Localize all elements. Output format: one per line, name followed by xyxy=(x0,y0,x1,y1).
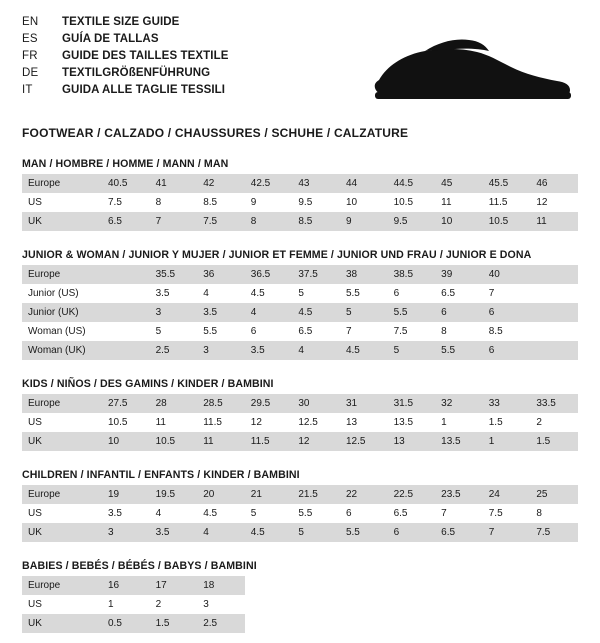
table-cell: 6.5 xyxy=(292,322,340,341)
table-cell: 31.5 xyxy=(388,394,436,413)
table-cell: 11.5 xyxy=(483,193,531,212)
size-table-children xyxy=(22,485,578,542)
table-cell-empty xyxy=(245,576,293,595)
row-label: Europe xyxy=(22,174,102,193)
table-cell: 10 xyxy=(435,212,483,231)
table-cell: 5 xyxy=(340,303,388,322)
table-cell: 40.5 xyxy=(102,174,150,193)
language-code: EN xyxy=(22,16,39,28)
table-cell: 4.5 xyxy=(245,523,293,542)
table-cell: 6.5 xyxy=(388,504,436,523)
table-cell: 7.5 xyxy=(483,504,531,523)
table-row xyxy=(22,394,578,413)
table-cell: 13.5 xyxy=(388,413,436,432)
table-cell: 21.5 xyxy=(292,485,340,504)
table-cell: 10.5 xyxy=(102,413,150,432)
table-row xyxy=(22,485,578,504)
table-row xyxy=(22,523,578,542)
table-cell: 28 xyxy=(150,394,198,413)
table-cell: 39 xyxy=(435,265,483,284)
language-code: FR xyxy=(22,50,38,62)
table-cell: 5.5 xyxy=(435,341,483,360)
table-cell: 4 xyxy=(197,284,245,303)
table-cell: 6 xyxy=(388,284,436,303)
table-cell-empty xyxy=(435,614,483,633)
table-cell: 5 xyxy=(292,523,340,542)
table-cell-empty xyxy=(340,576,388,595)
table-cell: 4.5 xyxy=(197,504,245,523)
section-kids xyxy=(22,378,578,451)
page-title: FOOTWEAR / CALZADO / CHAUSSURES / SCHUHE / CALZATURE xyxy=(22,126,409,140)
section-title: KIDS / NIÑOS / DES GAMINS / KINDER / BAMBINI xyxy=(22,378,274,390)
table-cell-empty xyxy=(245,614,293,633)
table-cell: 5.5 xyxy=(340,523,388,542)
table-row xyxy=(22,303,578,322)
row-label: UK xyxy=(22,212,102,231)
table-cell: 7.5 xyxy=(530,523,578,542)
table-cell: 36.5 xyxy=(245,265,293,284)
table-cell: 7 xyxy=(150,212,198,231)
table-cell: 22.5 xyxy=(388,485,436,504)
footer-spacer xyxy=(22,633,578,643)
language-code: IT xyxy=(22,84,33,96)
row-label: US xyxy=(22,193,102,212)
table-row xyxy=(22,576,578,595)
table-cell: 11 xyxy=(150,413,198,432)
row-label: UK xyxy=(22,432,102,451)
table-cell-empty xyxy=(483,576,531,595)
table-cell: 32 xyxy=(435,394,483,413)
table-cell: 21 xyxy=(245,485,293,504)
row-label: UK xyxy=(22,523,102,542)
table-cell: 5 xyxy=(292,284,340,303)
table-cell: 10.5 xyxy=(483,212,531,231)
row-label: Europe xyxy=(22,485,102,504)
table-cell: 5.5 xyxy=(388,303,436,322)
section-title: MAN / HOMBRE / HOMME / MANN / MAN xyxy=(22,158,229,170)
table-cell: 4.5 xyxy=(340,341,388,360)
table-row xyxy=(22,284,578,303)
table-cell: 11 xyxy=(530,212,578,231)
table-cell xyxy=(530,265,578,284)
table-cell: 8 xyxy=(530,504,578,523)
table-cell-empty xyxy=(530,576,578,595)
table-cell: 16 xyxy=(102,576,150,595)
row-label: Junior (US) xyxy=(22,284,102,303)
language-title: GUÍA DE TALLAS xyxy=(62,33,159,45)
table-cell-empty xyxy=(483,595,531,614)
table-cell: 0.5 xyxy=(102,614,150,633)
table-cell: 33 xyxy=(483,394,531,413)
table-cell: 44 xyxy=(340,174,388,193)
table-cell-empty xyxy=(340,614,388,633)
language-row xyxy=(22,14,229,30)
table-cell: 45.5 xyxy=(483,174,531,193)
table-cell: 6 xyxy=(483,303,531,322)
table-cell xyxy=(102,322,150,341)
language-row xyxy=(22,82,229,98)
table-cell: 6 xyxy=(388,523,436,542)
table-cell: 3.5 xyxy=(150,284,198,303)
table-cell: 42 xyxy=(197,174,245,193)
language-title: GUIDA ALLE TAGLIE TESSILI xyxy=(62,84,226,96)
table-cell: 2 xyxy=(150,595,198,614)
section-man xyxy=(22,158,578,231)
table-cell: 4.5 xyxy=(245,284,293,303)
table-row xyxy=(22,212,578,231)
size-table-man xyxy=(22,174,578,231)
table-cell: 12.5 xyxy=(292,413,340,432)
table-cell: 6.5 xyxy=(435,523,483,542)
table-cell: 3 xyxy=(150,303,198,322)
table-cell: 37.5 xyxy=(292,265,340,284)
table-cell: 5.5 xyxy=(292,504,340,523)
table-cell: 6 xyxy=(483,341,531,360)
table-cell: 12 xyxy=(245,413,293,432)
language-title: TEXTILE SIZE GUIDE xyxy=(62,16,180,28)
table-cell: 7.5 xyxy=(388,322,436,341)
table-cell-empty xyxy=(388,614,436,633)
table-cell: 27.5 xyxy=(102,394,150,413)
table-cell: 3.5 xyxy=(245,341,293,360)
table-cell: 25 xyxy=(530,485,578,504)
table-cell: 24 xyxy=(483,485,531,504)
table-cell: 6.5 xyxy=(102,212,150,231)
table-cell xyxy=(102,341,150,360)
table-cell: 5.5 xyxy=(197,322,245,341)
row-label: Woman (UK) xyxy=(22,341,102,360)
table-cell: 6 xyxy=(245,322,293,341)
table-cell: 8.5 xyxy=(197,193,245,212)
section-title: CHILDREN / INFANTIL / ENFANTS / KINDER / BAMBINI xyxy=(22,469,300,481)
table-cell: 17 xyxy=(150,576,198,595)
table-cell: 3.5 xyxy=(150,523,198,542)
table-cell-empty xyxy=(245,595,293,614)
row-label: UK xyxy=(22,614,102,633)
row-label: Europe xyxy=(22,576,102,595)
row-label: US xyxy=(22,413,102,432)
table-cell: 10.5 xyxy=(150,432,198,451)
table-cell: 10 xyxy=(340,193,388,212)
table-cell: 7.5 xyxy=(102,193,150,212)
table-row xyxy=(22,193,578,212)
table-cell: 1 xyxy=(102,595,150,614)
table-cell: 13 xyxy=(340,413,388,432)
table-cell: 4 xyxy=(245,303,293,322)
table-cell: 18 xyxy=(197,576,245,595)
table-cell: 5 xyxy=(245,504,293,523)
language-row xyxy=(22,65,229,81)
table-cell: 8 xyxy=(245,212,293,231)
table-cell: 7 xyxy=(483,523,531,542)
table-cell: 22 xyxy=(340,485,388,504)
table-cell: 19 xyxy=(102,485,150,504)
table-row xyxy=(22,174,578,193)
page-header xyxy=(22,14,578,110)
table-cell: 5 xyxy=(150,322,198,341)
table-cell: 11 xyxy=(435,193,483,212)
table-cell: 6 xyxy=(340,504,388,523)
table-cell: 3.5 xyxy=(197,303,245,322)
table-cell: 6 xyxy=(435,303,483,322)
table-cell: 3 xyxy=(197,595,245,614)
table-cell: 19.5 xyxy=(150,485,198,504)
table-cell: 1.5 xyxy=(483,413,531,432)
table-cell-empty xyxy=(530,614,578,633)
language-title-list xyxy=(22,14,229,98)
table-cell xyxy=(530,341,578,360)
table-row xyxy=(22,614,578,633)
table-cell: 1 xyxy=(483,432,531,451)
table-cell: 11.5 xyxy=(197,413,245,432)
table-cell: 46 xyxy=(530,174,578,193)
row-label: Europe xyxy=(22,265,102,284)
row-label: Junior (UK) xyxy=(22,303,102,322)
row-label: US xyxy=(22,504,102,523)
row-label: US xyxy=(22,595,102,614)
table-cell: 3 xyxy=(197,341,245,360)
table-cell-empty xyxy=(435,595,483,614)
table-cell-empty xyxy=(388,595,436,614)
table-cell: 35.5 xyxy=(150,265,198,284)
section-children xyxy=(22,469,578,542)
table-row xyxy=(22,341,578,360)
table-cell: 4.5 xyxy=(292,303,340,322)
language-code: DE xyxy=(22,67,39,79)
table-cell: 38 xyxy=(340,265,388,284)
table-cell: 7 xyxy=(483,284,531,303)
table-row xyxy=(22,322,578,341)
table-cell: 3.5 xyxy=(102,504,150,523)
table-cell-empty xyxy=(292,614,340,633)
table-cell: 11.5 xyxy=(245,432,293,451)
table-cell: 2.5 xyxy=(197,614,245,633)
table-cell-empty xyxy=(292,595,340,614)
table-cell: 7 xyxy=(435,504,483,523)
table-cell: 8 xyxy=(435,322,483,341)
table-row xyxy=(22,265,578,284)
table-cell: 28.5 xyxy=(197,394,245,413)
table-cell: 45 xyxy=(435,174,483,193)
language-code: ES xyxy=(22,33,38,45)
table-cell-empty xyxy=(340,595,388,614)
table-cell: 10.5 xyxy=(388,193,436,212)
table-cell: 10 xyxy=(102,432,150,451)
table-cell: 20 xyxy=(197,485,245,504)
table-cell: 4 xyxy=(292,341,340,360)
section-title: JUNIOR & WOMAN / JUNIOR Y MUJER / JUNIOR ET FEMME / JUNIOR UND FRAU / JUNIOR E DONA xyxy=(22,249,532,261)
table-cell-empty xyxy=(483,614,531,633)
size-table-babies xyxy=(22,576,578,633)
language-title: GUIDE DES TAILLES TEXTILE xyxy=(62,50,229,62)
language-title: TEXTILGRÖßENFÜHRUNG xyxy=(62,67,211,79)
table-row xyxy=(22,413,578,432)
table-cell: 33.5 xyxy=(530,394,578,413)
row-label: Europe xyxy=(22,394,102,413)
table-cell: 23.5 xyxy=(435,485,483,504)
size-table-kids xyxy=(22,394,578,451)
table-cell-empty xyxy=(530,595,578,614)
table-cell xyxy=(102,265,150,284)
table-cell: 1.5 xyxy=(530,432,578,451)
table-cell: 31 xyxy=(340,394,388,413)
table-cell: 11 xyxy=(197,432,245,451)
table-cell: 29.5 xyxy=(245,394,293,413)
table-cell: 8 xyxy=(150,193,198,212)
table-cell: 36 xyxy=(197,265,245,284)
table-cell: 9.5 xyxy=(388,212,436,231)
table-cell-empty xyxy=(292,576,340,595)
table-cell: 9.5 xyxy=(292,193,340,212)
table-cell: 40 xyxy=(483,265,531,284)
table-cell: 9 xyxy=(340,212,388,231)
table-cell xyxy=(530,284,578,303)
section-junior-woman xyxy=(22,249,578,360)
table-cell: 30 xyxy=(292,394,340,413)
table-cell-empty xyxy=(388,576,436,595)
table-cell: 6.5 xyxy=(435,284,483,303)
table-cell: 3 xyxy=(102,523,150,542)
table-cell: 7.5 xyxy=(197,212,245,231)
table-cell: 12.5 xyxy=(340,432,388,451)
table-cell: 7 xyxy=(340,322,388,341)
table-cell: 9 xyxy=(245,193,293,212)
table-cell-empty xyxy=(435,576,483,595)
table-cell: 8.5 xyxy=(483,322,531,341)
table-cell: 44.5 xyxy=(388,174,436,193)
table-cell: 41 xyxy=(150,174,198,193)
table-cell: 5 xyxy=(388,341,436,360)
table-cell xyxy=(530,303,578,322)
size-table-junior-woman xyxy=(22,265,578,360)
table-cell: 13 xyxy=(388,432,436,451)
language-row xyxy=(22,31,229,47)
table-cell: 1 xyxy=(435,413,483,432)
language-row xyxy=(22,48,229,64)
table-cell: 2.5 xyxy=(150,341,198,360)
section-title: BABIES / BEBÉS / BÉBÉS / BABYS / BAMBINI xyxy=(22,560,257,572)
table-cell: 1.5 xyxy=(150,614,198,633)
table-row xyxy=(22,504,578,523)
table-cell: 13.5 xyxy=(435,432,483,451)
table-cell: 5.5 xyxy=(340,284,388,303)
table-cell: 42.5 xyxy=(245,174,293,193)
section-babies xyxy=(22,560,578,633)
row-label: Woman (US) xyxy=(22,322,102,341)
table-cell: 12 xyxy=(530,193,578,212)
dress-shoe-icon xyxy=(369,30,574,110)
table-cell xyxy=(102,303,150,322)
table-cell: 38.5 xyxy=(388,265,436,284)
table-cell: 8.5 xyxy=(292,212,340,231)
table-cell: 43 xyxy=(292,174,340,193)
table-row xyxy=(22,595,578,614)
table-cell xyxy=(530,322,578,341)
table-cell: 4 xyxy=(150,504,198,523)
table-cell xyxy=(102,284,150,303)
table-cell: 4 xyxy=(197,523,245,542)
table-cell: 2 xyxy=(530,413,578,432)
table-cell: 12 xyxy=(292,432,340,451)
table-row xyxy=(22,432,578,451)
